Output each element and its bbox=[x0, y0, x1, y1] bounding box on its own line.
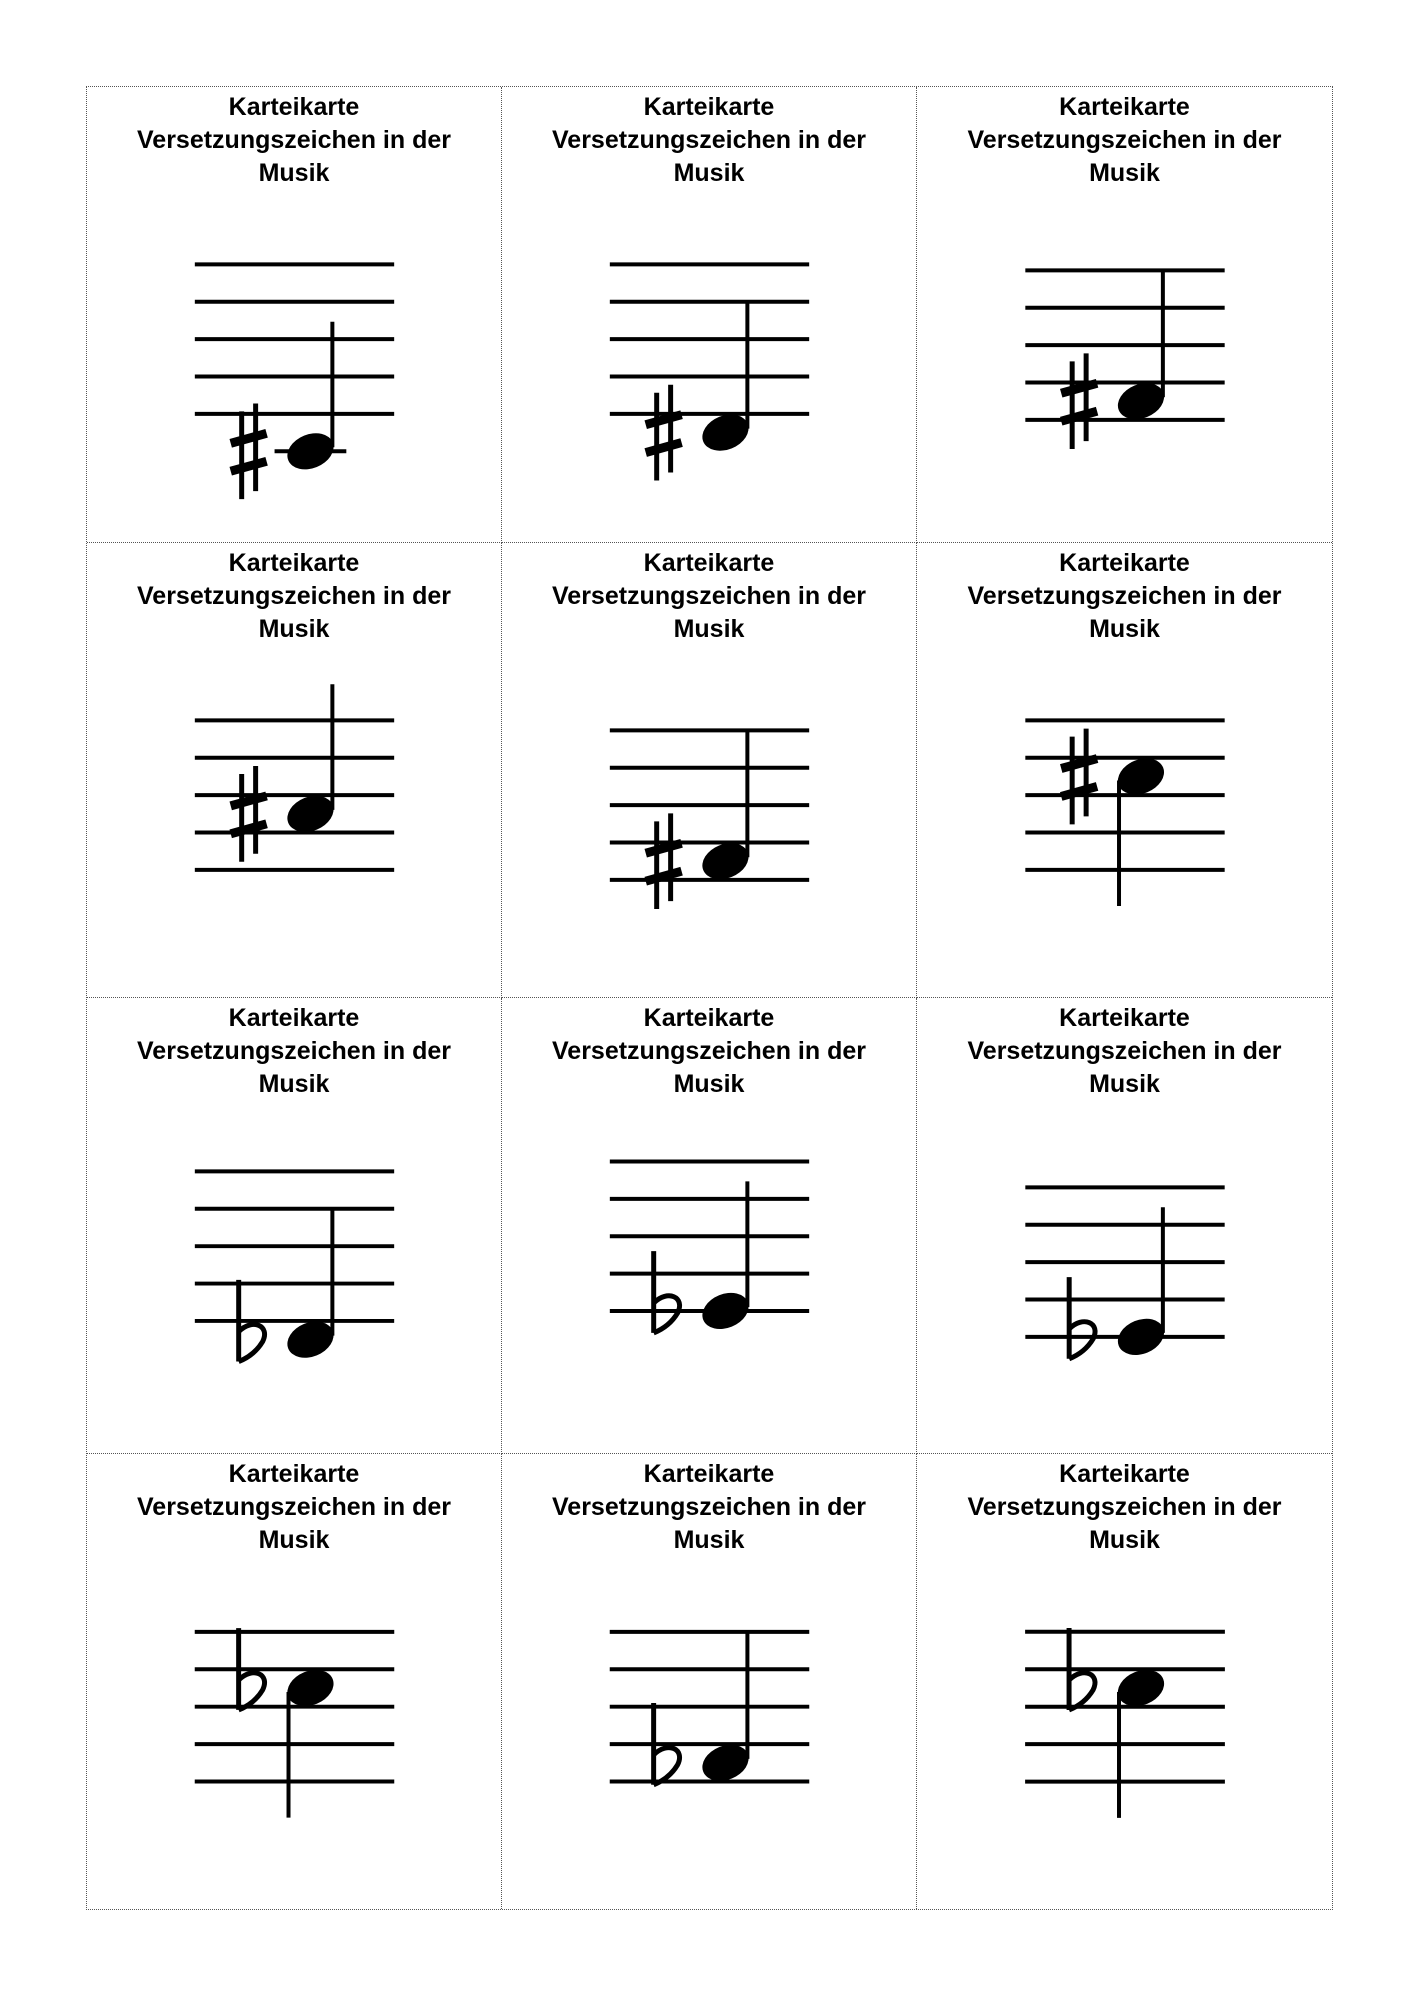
card-title-line: Musik bbox=[258, 1070, 330, 1098]
card-title-line: Musik bbox=[258, 1525, 330, 1554]
card-title-line: Musik bbox=[1089, 614, 1160, 643]
flashcard bbox=[87, 998, 502, 1454]
music-staff bbox=[502, 87, 916, 542]
card-title-line: Versetzungszeichen in der bbox=[967, 1492, 1282, 1521]
card-title-line: Versetzungszeichen in der bbox=[137, 1037, 451, 1065]
flashcard bbox=[917, 998, 1332, 1454]
music-staff bbox=[917, 1454, 1332, 1910]
sharp-icon bbox=[231, 403, 267, 499]
card-title-line: Karteikarte bbox=[1059, 1459, 1190, 1488]
card-title-line: Versetzungszeichen in der bbox=[137, 126, 451, 154]
card-title-line: Karteikarte bbox=[643, 1459, 775, 1488]
flashcard bbox=[87, 1454, 502, 1910]
flat-icon bbox=[1069, 1277, 1095, 1359]
music-staff bbox=[87, 1454, 501, 1910]
card-title-line: Karteikarte bbox=[1059, 93, 1190, 121]
sharp-icon bbox=[646, 385, 682, 481]
flashcard bbox=[87, 87, 502, 543]
card-title-line: Versetzungszeichen in der bbox=[552, 581, 866, 610]
card-title-line: Versetzungszeichen in der bbox=[137, 1492, 451, 1521]
card-title-line: Karteikarte bbox=[228, 548, 360, 577]
card-title-line: Karteikarte bbox=[228, 1459, 360, 1488]
card-title-line: Karteikarte bbox=[228, 93, 360, 121]
card-title-line: Musik bbox=[1089, 159, 1160, 187]
music-staff bbox=[917, 543, 1332, 998]
card-title-line: Karteikarte bbox=[1059, 1004, 1190, 1032]
card-title-line: Musik bbox=[1089, 1070, 1160, 1098]
flashcard bbox=[917, 1454, 1332, 1910]
card-title-line: Musik bbox=[673, 1070, 745, 1098]
card-title-line: Musik bbox=[673, 159, 745, 187]
music-staff bbox=[502, 1454, 916, 1910]
flashcard bbox=[502, 1454, 917, 1910]
flashcard bbox=[502, 543, 917, 999]
card-title-line: Musik bbox=[258, 159, 330, 187]
card-title-line: Karteikarte bbox=[1059, 548, 1190, 577]
card-title-line: Versetzungszeichen in der bbox=[552, 1037, 866, 1065]
card-title-line: Versetzungszeichen in der bbox=[967, 581, 1282, 610]
card-title-line: Karteikarte bbox=[643, 548, 775, 577]
card-title-line: Musik bbox=[1089, 1525, 1160, 1554]
card-title-line: Karteikarte bbox=[643, 1004, 775, 1032]
music-staff bbox=[502, 543, 916, 998]
sharp-icon bbox=[1061, 353, 1097, 449]
sharp-icon bbox=[231, 766, 267, 862]
card-title-line: Musik bbox=[673, 614, 745, 643]
music-staff bbox=[917, 998, 1332, 1453]
card-title-line: Musik bbox=[258, 614, 330, 643]
flashcard bbox=[502, 87, 917, 543]
music-staff bbox=[87, 998, 501, 1453]
flat-icon bbox=[654, 1251, 680, 1333]
flashcard bbox=[87, 543, 502, 999]
sharp-icon bbox=[1061, 728, 1097, 824]
music-staff bbox=[502, 998, 916, 1453]
music-staff bbox=[87, 87, 501, 542]
card-title-line: Versetzungszeichen in der bbox=[137, 581, 451, 610]
flashcard bbox=[502, 998, 917, 1454]
sharp-icon bbox=[646, 813, 682, 909]
card-title-line: Versetzungszeichen in der bbox=[967, 1037, 1282, 1065]
card-title-line: Versetzungszeichen in der bbox=[552, 126, 866, 154]
flashcard bbox=[917, 87, 1332, 543]
card-title-line: Versetzungszeichen in der bbox=[552, 1492, 866, 1521]
card-title-line: Musik bbox=[673, 1525, 745, 1554]
flashcard-sheet bbox=[86, 86, 1333, 1910]
music-staff bbox=[917, 87, 1332, 542]
music-staff bbox=[87, 543, 501, 998]
card-title-line: Karteikarte bbox=[643, 93, 775, 121]
flashcard bbox=[917, 543, 1332, 999]
card-title-line: Karteikarte bbox=[228, 1004, 360, 1032]
card-title-line: Versetzungszeichen in der bbox=[967, 126, 1282, 154]
